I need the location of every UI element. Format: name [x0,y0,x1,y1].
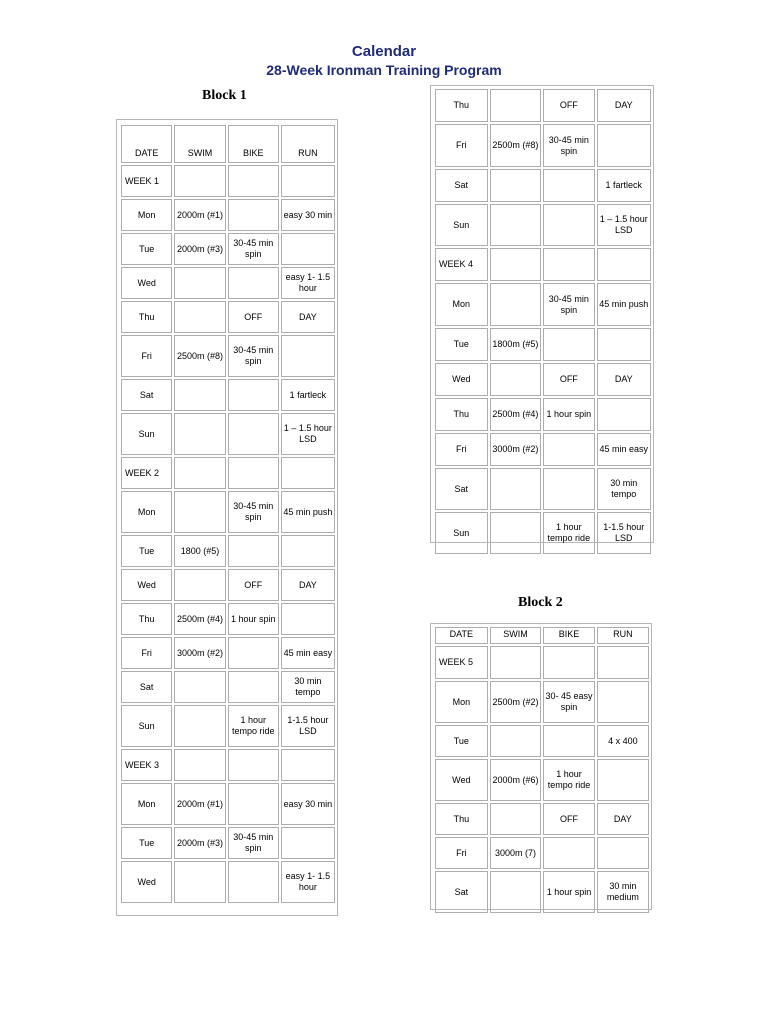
cell-bike: 30-45 min spin [543,124,594,167]
cell-bike: OFF [228,569,279,601]
cell-date: Sat [435,871,488,913]
cell-run: 1-1.5 hour LSD [281,705,335,747]
cell-swim [174,705,225,747]
table-row [435,725,649,757]
cell-bike: OFF [228,301,279,333]
table-row [121,335,335,377]
table-row [435,871,649,913]
cell-bike [228,267,279,299]
cell-bike [228,671,279,703]
column-header-run: RUN [597,627,649,644]
cell-date: Tue [435,328,488,361]
cell-date: Mon [121,491,172,533]
cell-swim: 1800 (#5) [174,535,225,567]
cell-date: Thu [435,398,488,431]
cell-date: Sun [121,705,172,747]
cell-date: Mon [435,283,488,326]
block-2-heading: Block 2 [518,595,563,610]
table-row [121,491,335,533]
cell-swim [490,283,542,326]
cell-run: easy 30 min [281,199,335,231]
cell-bike [228,783,279,825]
cell-bike [228,861,279,903]
cell-run: 45 min push [281,491,335,533]
cell-date: Fri [435,433,488,466]
cell-bike: 30-45 min spin [543,283,594,326]
cell-bike: 1 hour tempo ride [228,705,279,747]
cell-swim: 2500m (#2) [490,681,542,723]
table-row [435,512,651,554]
column-header-bike: BIKE [543,627,594,644]
cell-run: 45 min push [597,283,651,326]
cell-swim: 2000m (#1) [174,783,225,825]
cell-run [281,535,335,567]
block-2-grid [433,625,651,915]
cell-bike [543,328,594,361]
cell-bike [228,413,279,455]
cell-date: Tue [121,535,172,567]
cell-date: Wed [121,569,172,601]
table-row [121,233,335,265]
cell-swim: 2000m (#3) [174,827,225,859]
table-row [435,681,649,723]
cell-date: Tue [121,233,172,265]
cell-run [597,328,651,361]
cell-bike [543,725,594,757]
cell-run: DAY [597,363,651,396]
cell-date: Sun [435,204,488,246]
cell-run: 30 min tempo [281,671,335,703]
cell-swim: 3000m (#2) [490,433,542,466]
header-row [435,627,649,644]
cell-run [281,749,335,781]
week-row [435,248,651,281]
cell-swim [490,468,542,510]
table-row [435,328,651,361]
cell-run [597,398,651,431]
cell-date: Fri [435,837,488,869]
cell-run [597,646,649,679]
cell-bike: OFF [543,803,594,835]
week-row [435,646,649,679]
cell-bike [228,379,279,411]
cell-swim [490,89,542,122]
header-row [121,125,335,163]
cell-bike [228,749,279,781]
cell-bike [543,248,594,281]
cell-bike: OFF [543,363,594,396]
cell-run: 30 min medium [597,871,649,913]
cell-date: WEEK 3 [121,749,172,781]
cell-date: Sat [121,379,172,411]
cell-swim [490,871,542,913]
cell-date: WEEK 4 [435,248,488,281]
cell-date: Fri [121,637,172,669]
cell-date: Thu [435,803,488,835]
cell-bike: 30-45 min spin [228,233,279,265]
cell-swim [490,248,542,281]
cell-date: Mon [121,783,172,825]
table-row [435,363,651,396]
cell-run: easy 1- 1.5 hour [281,861,335,903]
cell-date: Mon [121,199,172,231]
cell-run [597,248,651,281]
cell-date: Sat [435,468,488,510]
table-row [121,637,335,669]
block-1-heading: Block 1 [202,88,247,103]
table-row [435,468,651,510]
week-row [121,165,335,197]
cell-bike [543,837,594,869]
cell-date: Sat [435,169,488,202]
table-row [121,603,335,635]
table-row [121,705,335,747]
cell-swim: 2000m (#3) [174,233,225,265]
table-row [435,398,651,431]
cell-run [281,233,335,265]
table-row [121,569,335,601]
table-row [435,803,649,835]
cell-swim [174,671,225,703]
table-row [435,204,651,246]
cell-date: Sun [121,413,172,455]
cell-swim: 2500m (#4) [174,603,225,635]
table-row [435,433,651,466]
cell-date: Tue [121,827,172,859]
cell-date: Wed [435,363,488,396]
cell-swim [174,379,225,411]
cell-bike: 1 hour spin [543,871,594,913]
cell-bike: 30-45 min spin [228,491,279,533]
table-row [121,267,335,299]
cell-run: 45 min easy [597,433,651,466]
cell-run: 45 min easy [281,637,335,669]
cell-swim [490,803,542,835]
cell-swim [174,457,225,489]
cell-bike: 1 hour tempo ride [543,512,594,554]
cell-run [281,335,335,377]
table-row [121,379,335,411]
cell-bike [543,646,594,679]
table-row [435,283,651,326]
cell-date: Sun [435,512,488,554]
table-row [435,759,649,801]
cell-bike [543,433,594,466]
column-header-date: DATE [121,125,172,163]
cell-swim [490,725,542,757]
table-row [121,783,335,825]
cell-swim: 2000m (#6) [490,759,542,801]
cell-bike: 30- 45 easy spin [543,681,594,723]
cell-run: DAY [597,803,649,835]
cell-date: Fri [121,335,172,377]
cell-bike [228,199,279,231]
column-header-date: DATE [435,627,488,644]
cell-bike [228,457,279,489]
cell-run: DAY [597,89,651,122]
cell-swim: 2500m (#8) [174,335,225,377]
cell-date: Thu [435,89,488,122]
cell-run: 1 – 1.5 hour LSD [597,204,651,246]
cell-bike: 30-45 min spin [228,335,279,377]
cell-run: 1 – 1.5 hour LSD [281,413,335,455]
cell-swim [490,204,542,246]
page-title: Calendar [351,43,417,60]
cell-bike [543,169,594,202]
table-row [121,199,335,231]
cell-date: Wed [121,267,172,299]
cell-swim [174,491,225,533]
table-row [121,827,335,859]
cell-date: Wed [121,861,172,903]
cell-bike [228,637,279,669]
cell-swim [490,512,542,554]
cell-run [281,603,335,635]
table-row [435,169,651,202]
cell-date: Mon [435,681,488,723]
cell-bike: 1 hour spin [543,398,594,431]
cell-run: easy 30 min [281,783,335,825]
cell-bike: 30-45 min spin [228,827,279,859]
cell-swim [490,363,542,396]
table-row [121,861,335,903]
cell-run [281,457,335,489]
cell-run [281,827,335,859]
cell-run: DAY [281,301,335,333]
cell-swim [174,165,225,197]
cell-date: Fri [435,124,488,167]
table-row [121,413,335,455]
cell-bike: OFF [543,89,594,122]
cell-date: Tue [435,725,488,757]
cell-bike [228,535,279,567]
cell-swim: 3000m (7) [490,837,542,869]
column-header-swim: SWIM [490,627,542,644]
cell-run: 1 fartleck [597,169,651,202]
column-header-swim: SWIM [174,125,225,163]
cell-bike: 1 hour tempo ride [543,759,594,801]
cell-swim [490,169,542,202]
cell-swim: 2000m (#1) [174,199,225,231]
cell-run [597,681,649,723]
block-1-table [116,119,338,916]
week-row [121,457,335,489]
cell-bike [228,165,279,197]
block-1-grid [119,123,337,905]
table-row [435,89,651,122]
cell-date: WEEK 1 [121,165,172,197]
cell-run: DAY [281,569,335,601]
cell-run: 30 min tempo [597,468,651,510]
column-header-bike: BIKE [228,125,279,163]
cell-date: WEEK 2 [121,457,172,489]
cell-swim [174,413,225,455]
cell-swim: 3000m (#2) [174,637,225,669]
table-row [121,535,335,567]
block-1-continued-table [430,85,654,543]
table-row [435,837,649,869]
block-2-table [430,623,652,910]
cell-date: Thu [121,603,172,635]
cell-run: 1-1.5 hour LSD [597,512,651,554]
block-1-continued-grid [433,87,653,556]
cell-run: easy 1- 1.5 hour [281,267,335,299]
cell-run [597,124,651,167]
cell-swim [174,301,225,333]
cell-date: Wed [435,759,488,801]
table-row [121,671,335,703]
cell-swim [490,646,542,679]
cell-date: Sat [121,671,172,703]
cell-date: Thu [121,301,172,333]
cell-run: 4 x 400 [597,725,649,757]
cell-bike [543,468,594,510]
table-row [121,301,335,333]
cell-swim [174,861,225,903]
cell-date: WEEK 5 [435,646,488,679]
cell-run [597,759,649,801]
cell-bike [543,204,594,246]
cell-swim [174,569,225,601]
cell-swim [174,749,225,781]
cell-run [281,165,335,197]
cell-run: 1 fartleck [281,379,335,411]
cell-run [597,837,649,869]
week-row [121,749,335,781]
cell-swim [174,267,225,299]
cell-bike: 1 hour spin [228,603,279,635]
cell-swim: 2500m (#4) [490,398,542,431]
cell-swim: 1800m (#5) [490,328,542,361]
table-row [435,124,651,167]
page-subtitle: 28-Week Ironman Training Program [266,62,502,78]
column-header-run: RUN [281,125,335,163]
cell-swim: 2500m (#8) [490,124,542,167]
